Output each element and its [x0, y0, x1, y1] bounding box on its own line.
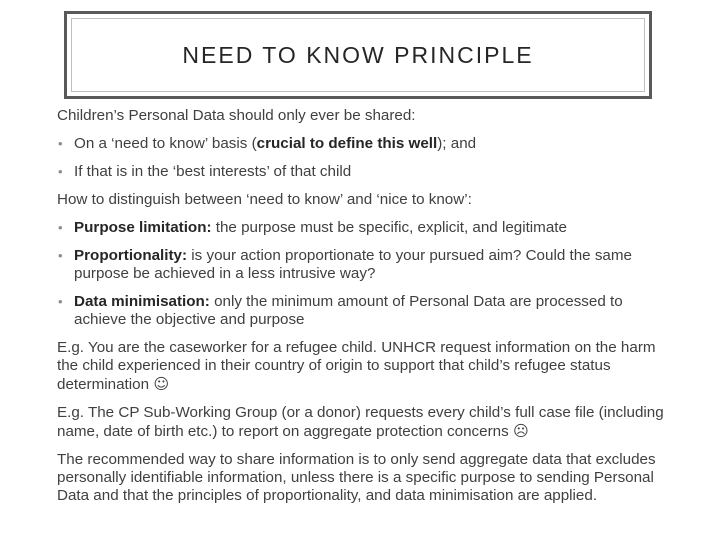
- example-cp-group: [57, 404, 669, 441]
- bullet-term: Purpose limitation:: [74, 219, 212, 236]
- bullet-dot-icon: •: [58, 294, 63, 309]
- bullet-data-minimisation: [57, 293, 669, 329]
- bullet-text: If that is in the ‘best interests’ of that child: [74, 163, 352, 180]
- frowning-face-icon: ☹: [512, 422, 529, 440]
- bullet-best-interests: [57, 163, 669, 181]
- bullet-text-end: ); and: [437, 135, 477, 152]
- bullet-dot-icon: •: [58, 220, 63, 235]
- bullet-proportionality: [57, 247, 669, 283]
- bullet-text: only the minimum amount of Personal Data are processed to achieve the objective and purpose: [74, 293, 623, 328]
- slide-title: NEED TO KNOW PRINCIPLE: [182, 41, 534, 68]
- bullet-need-to-know: [57, 135, 669, 153]
- example-caseworker: [57, 339, 669, 394]
- bullet-text: is your action proportionate to your pursued aim? Could the same purpose be achieved in a less intrusive way?: [74, 247, 632, 282]
- bullet-term: Data minimisation:: [74, 293, 210, 310]
- smiley-face-icon: ☺: [153, 375, 170, 393]
- bullet-text: the purpose must be specific, explicit, and legitimate: [211, 219, 567, 236]
- question-text: How to distinguish between ‘need to know’ and ‘nice to know’:: [57, 191, 472, 208]
- example-text: E.g. The CP Sub-Working Group (or a donor) requests every child’s full case file (including name, date of birth etc.) to report on aggregate protection concerns: [57, 404, 664, 440]
- bullet-term: Proportionality:: [74, 247, 188, 264]
- title-box: [64, 11, 652, 99]
- conclusion-text: The recommended way to share information is to only send aggregate data that excludes personally identifiable information, unless there is a specific purpose to sending Personal Data and that the principles of proportionality, and data minimisation are applied.: [57, 451, 656, 504]
- bullet-bold-text: crucial to define this well: [256, 135, 438, 152]
- bullet-dot-icon: •: [58, 248, 63, 263]
- bullet-purpose-limitation: [57, 219, 669, 237]
- bullet-dot-icon: •: [58, 164, 63, 179]
- example-text: E.g. You are the caseworker for a refugee child. UNHCR request information on the harm the child experienced in their country of origin to support that child’s refugee status determination: [57, 339, 656, 393]
- bullet-text: On a ‘need to know’ basis (: [74, 135, 257, 152]
- slide-content: [57, 107, 669, 515]
- bullet-dot-icon: •: [58, 136, 63, 151]
- intro-text: Children’s Personal Data should only ever be shared:: [57, 107, 416, 124]
